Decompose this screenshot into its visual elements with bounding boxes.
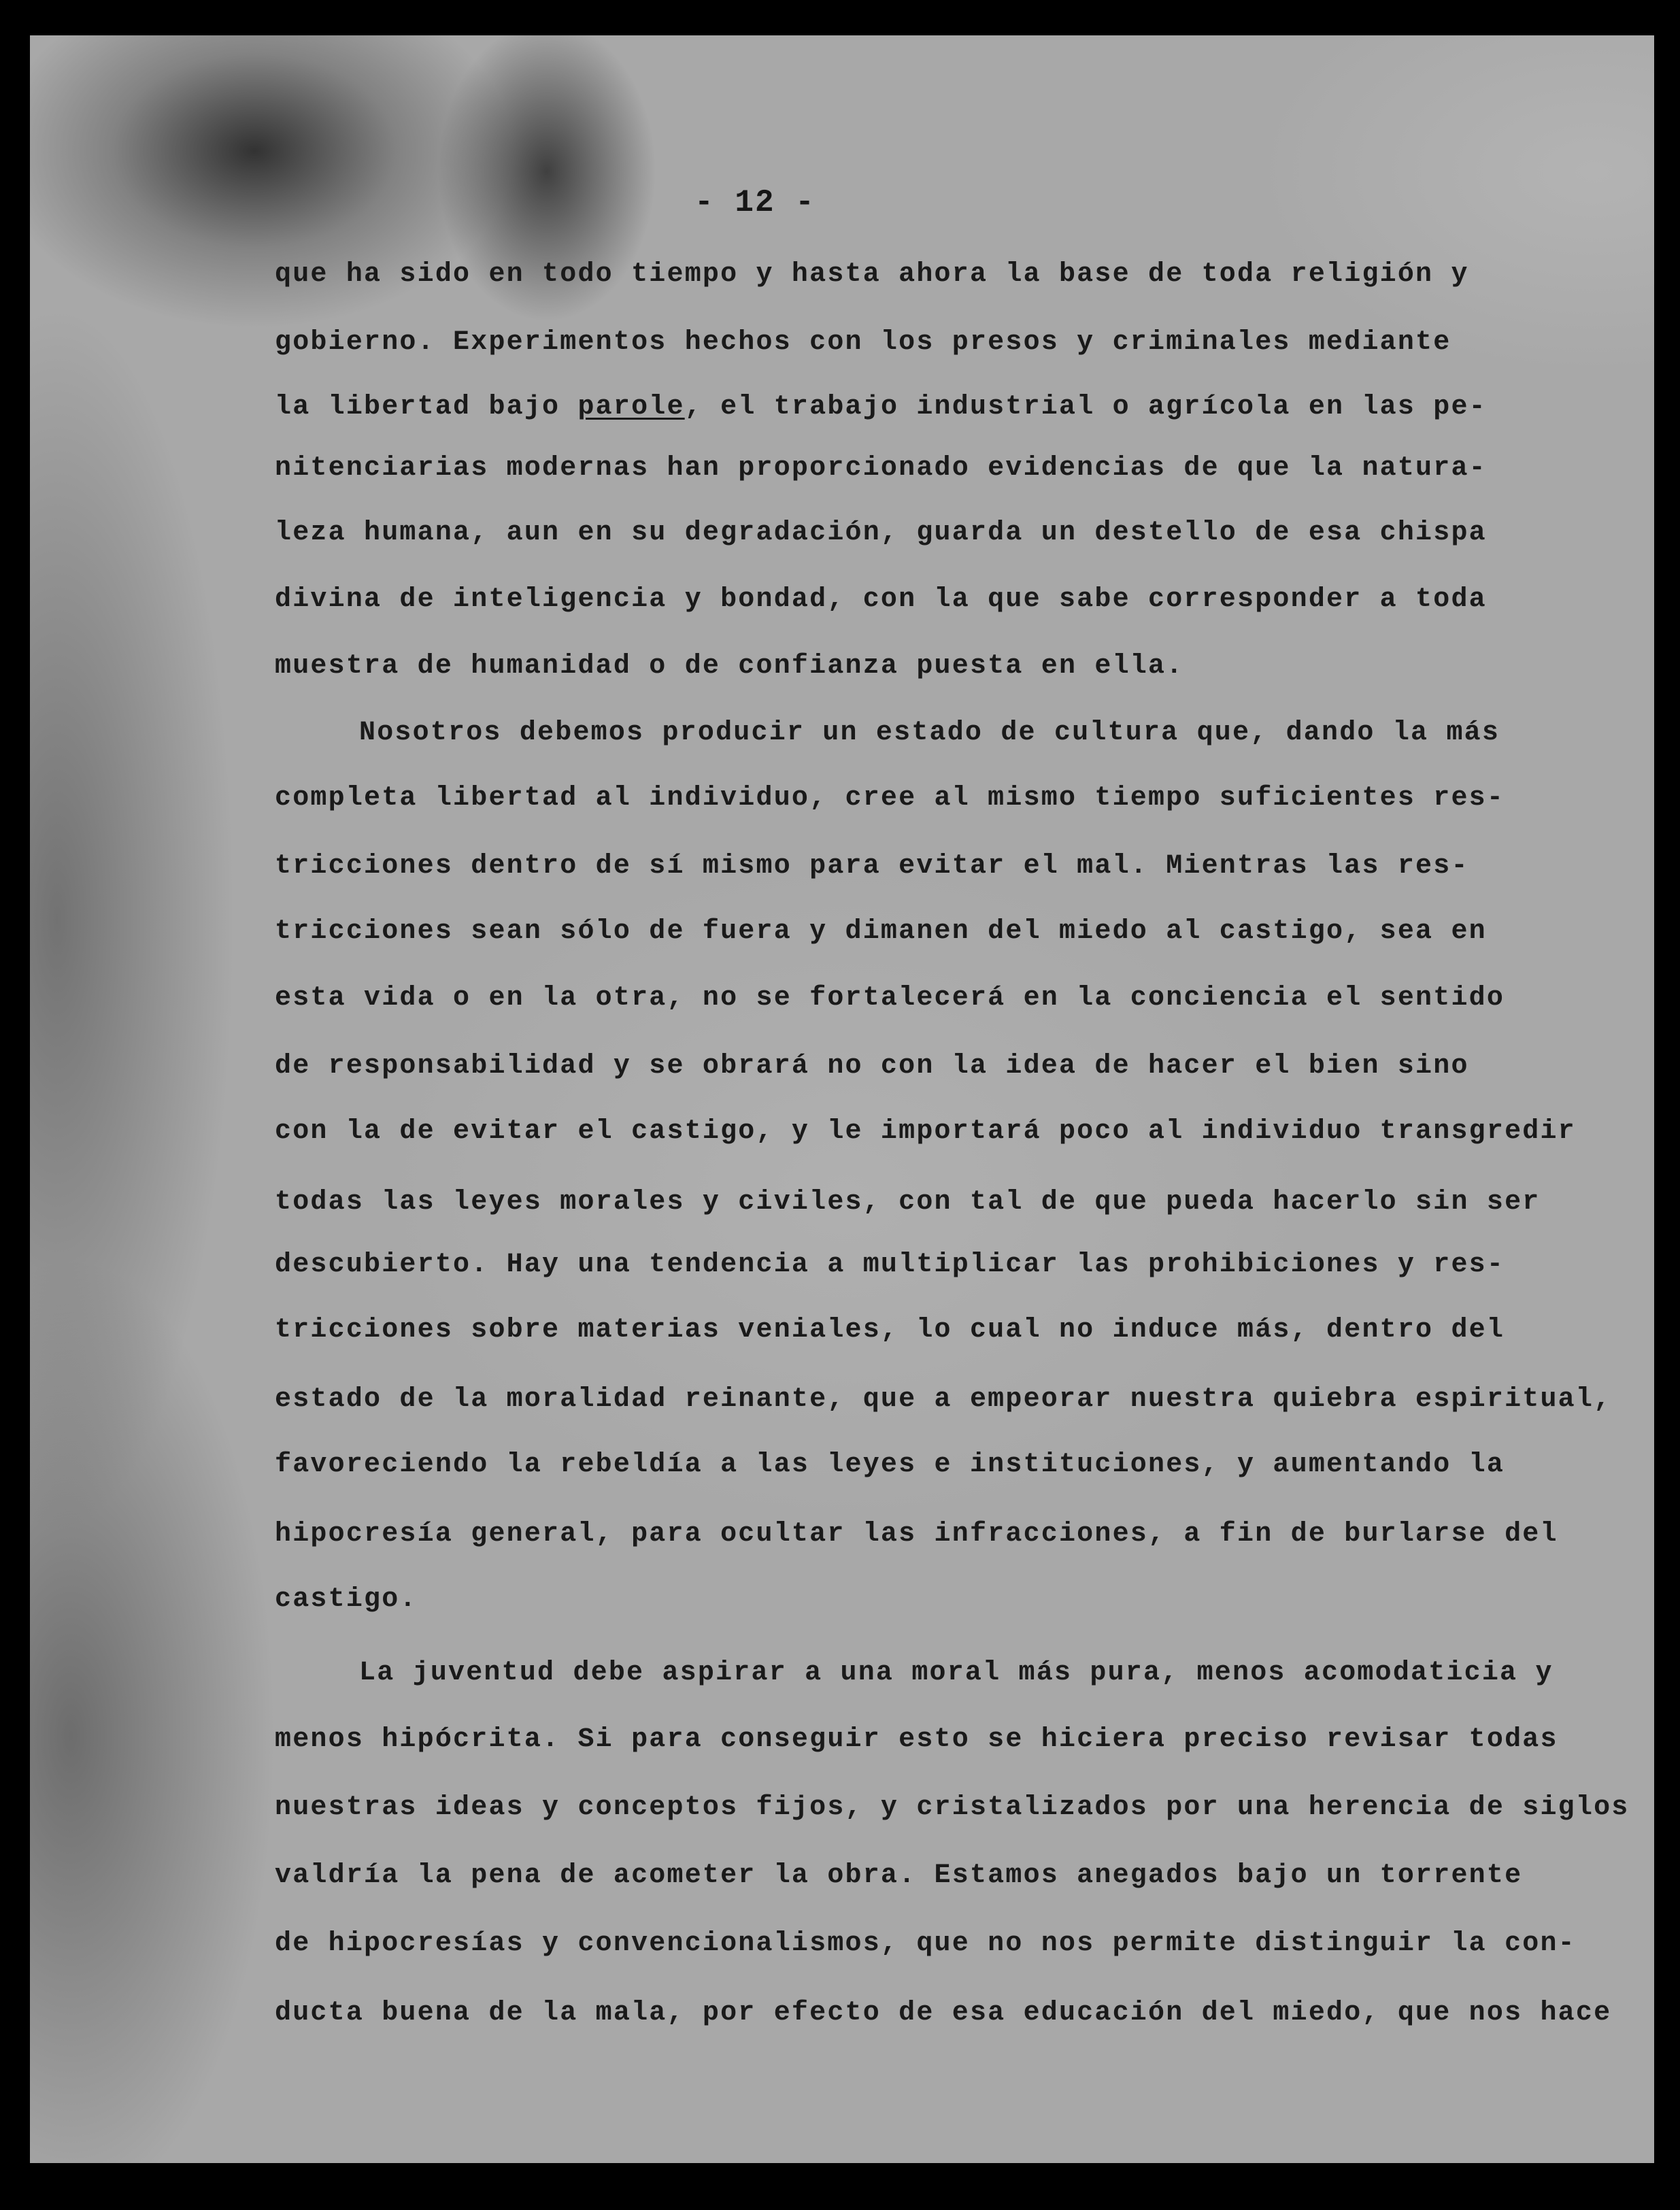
underlined-word-parole: parole (577, 392, 685, 422)
text-line-18: estado de la moralidad reinante, que a empeorar nuestra quiebra espiritual, (275, 1384, 1612, 1415)
text-line-15: todas las leyes morales y civiles, con tal de que pueda hacerlo sin ser (275, 1187, 1541, 1218)
text-line-7: muestra de humanidad o de confianza puesta en ella. (275, 651, 1184, 682)
text-line-13: de responsabilidad y se obrará no con la idea de hacer el bien sino (275, 1051, 1469, 1082)
text-line-3-start: la libertad bajo (275, 392, 578, 422)
text-line-25: valdría la pena de acometer la obra. Estamos anegados bajo un torrente (275, 1860, 1523, 1891)
text-line-10: tricciones dentro de sí mismo para evitar el mal. Mientras las res- (275, 851, 1469, 882)
text-line-5: leza humana, aun en su degradación, guarda un destello de esa chispa (275, 518, 1487, 548)
text-line-19: favoreciendo la rebeldía a las leyes e instituciones, y aumentando la (275, 1450, 1505, 1480)
text-line-14: con la de evitar el castigo, y le importará poco al individuo transgredir (275, 1116, 1576, 1147)
text-line-6: divina de inteligencia y bondad, con la que sabe corresponder a toda (275, 584, 1487, 615)
text-line-24: nuestras ideas y conceptos fijos, y cristalizados por una herencia de siglos (275, 1792, 1630, 1823)
text-line-12: esta vida o en la otra, no se fortalecerá en la conciencia el sentido (275, 983, 1505, 1014)
text-line-8: Nosotros debemos producir un estado de cultura que, dando la más (359, 718, 1500, 748)
text-line-3-end: , el trabajo industrial o agrícola en las pe- (684, 392, 1487, 422)
text-line-17: tricciones sobre materias veniales, lo cual no induce más, dentro del (275, 1315, 1505, 1345)
text-line-22: La juventud debe aspirar a una moral más pura, menos acomodaticia y (359, 1658, 1553, 1688)
text-line-23: menos hipócrita. Si para conseguir esto se hiciera preciso revisar todas (275, 1724, 1558, 1755)
text-line-3 (275, 391, 1487, 424)
text-line-21: castigo. (275, 1584, 418, 1615)
text-line-4: nitenciarias modernas han proporcionado evidencias de que la natura- (275, 453, 1487, 484)
text-line-16: descubierto. Hay una tendencia a multiplicar las prohibiciones y res- (275, 1250, 1505, 1280)
text-line-27: ducta buena de la mala, por efecto de esa educación del miedo, que nos hace (275, 1998, 1612, 2028)
text-line-26: de hipocresías y convencionalismos, que no nos permite distinguir la con- (275, 1928, 1576, 1959)
page-number: - 12 - (694, 185, 816, 220)
text-line-11: tricciones sean sólo de fuera y dimanen del miedo al castigo, sea en (275, 916, 1487, 947)
text-line-20: hipocresía general, para ocultar las infracciones, a fin de burlarse del (275, 1519, 1558, 1550)
text-line-9: completa libertad al individuo, cree al mismo tiempo suficientes res- (275, 783, 1505, 814)
text-line-2: gobierno. Experimentos hechos con los presos y criminales mediante (275, 327, 1451, 358)
text-line-1: que ha sido en todo tiempo y hasta ahora la base de toda religión y (275, 259, 1469, 290)
